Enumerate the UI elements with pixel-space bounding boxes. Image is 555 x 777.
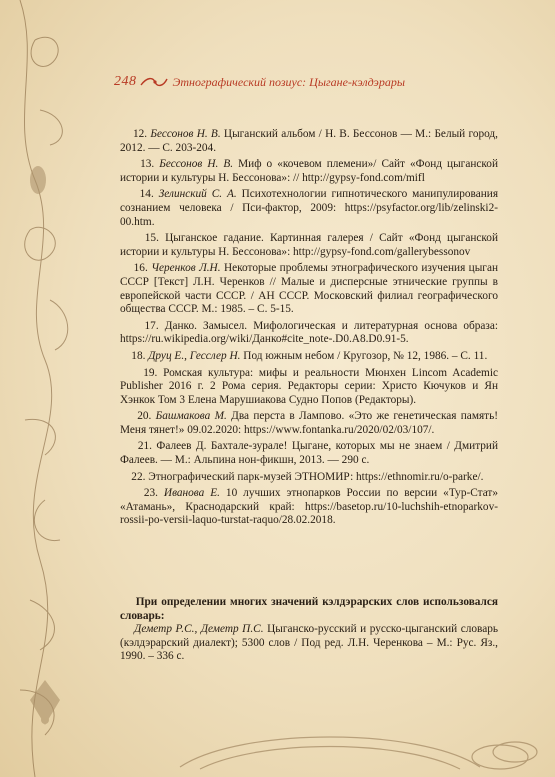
reference-item: 18. Друц Е., Гесслер Н. Под южным небом / Кругозор, № 12, 1986. – С. 11. xyxy=(131,349,488,362)
reference-item: 15. Цыганское гадание. Картинная галерея / Сайт «Фонд цыганской истории и культуры Н. Бессонова»: http://gypsy-fond.com/gallerybessonov xyxy=(120,232,498,258)
reference-item: 16. Черенков Л.Н. Некоторые проблемы этнографического изучения цыган СССР [Текст] Л.Н. Черенков // Малые и дисперсные этнические группы в европейской части СССР. / АН СССР. Московский филиал географического общества СССР. М.: 1985. – С. 5-15. xyxy=(120,262,499,316)
reference-item: 13. Бессонов Н. В. Миф о «кочевом племени»/ Сайт «Фонд цыганской истории и культуры Н. Бессонова»: // http://gypsy-fond.com/mifl xyxy=(120,158,499,184)
swirl-ornament-icon xyxy=(139,75,169,89)
reference-item: 19. Ромская культура: мифы и реальности Мюнхен Lincom Academic Publisher 2016 г. 2 Рома серия. Редакторы серии: Христо Кючуков и Ян Хэнкок Том 3 Елена Марушиакова Судно Попов (Редакторы). xyxy=(120,366,499,406)
reference-item: 14. Зелинский С. А. Психотехнологии гипнотического манипулирования сознанием человека / Пси-фактор, 2009: https://psyfactor.org/lib/zelinski2-00.htm. xyxy=(120,188,499,228)
decorative-border-illustration xyxy=(0,0,120,777)
reference-item: 23. Иванова Е. 10 лучших этнопарков России по версии «Тур-Стат» «Атамань», Краснодарский край: https://basetop.ru/10-luchshih-etnoparkov-rossii-po-versii-laquo-turstat-raquo/28.02.2018. xyxy=(120,487,498,527)
reference-item: 21. Фалеев Д. Бахтале-зурале! Цыгане, которых мы не знаем / Дмитрий Фалеев. — М.: Альпина нон-фикшн, 2013. — 290 с. xyxy=(120,440,499,467)
dictionary-source-block xyxy=(120,596,498,664)
sources-entry: Деметр Р.С., Деметр П.С. Цыганско-русский и русско-цыганский словарь (кэлдэрарский диалект); 5300 слов / Под ред. Л.Н. Черенкова – М.: Рус. Яз., 1990. – 336 с. xyxy=(120,623,499,663)
reference-list xyxy=(120,128,498,531)
decorative-bottom-illustration xyxy=(120,697,555,777)
running-title: Этнографический позиус: Цыгане-кэлдэрары xyxy=(172,74,405,89)
running-header xyxy=(114,72,514,92)
reference-item: 12. Бессонов Н. В. Цыганский альбом / Н. В. Бессонов — М.: Белый город, 2012. — С. 203-204. xyxy=(120,128,499,154)
sources-heading: При определении многих значений кэлдэрарских слов использовался словарь: xyxy=(120,596,499,622)
reference-item: 17. Данко. Замысел. Мифологическая и литературная основа образа: https://ru.wikipedia.org/wiki/Данко#cite_note-.D0.A8.D0.91-5. xyxy=(120,319,499,346)
reference-item: 20. Башмакова М. Два перста в Лампово. «Это же генетическая память! Меня тянет!» 09.02.2020: https://www.fontanka.ru/2020/02/03/107/. xyxy=(120,410,499,436)
reference-item: 22. Этнографический парк-музей ЭТНОМИР: https://ethnomir.ru/o-parke/. xyxy=(131,470,484,483)
page-number: 248 xyxy=(114,74,137,89)
